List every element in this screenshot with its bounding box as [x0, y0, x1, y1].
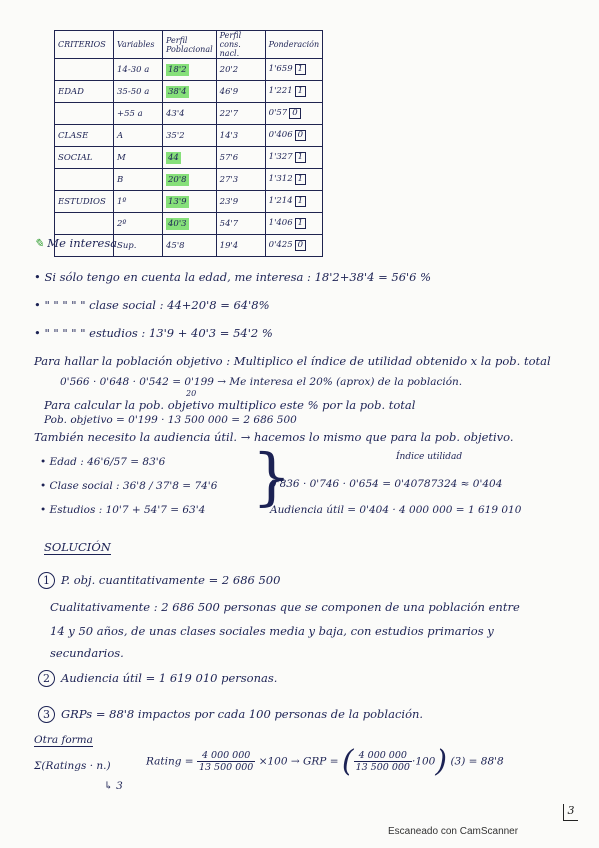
table-row: [55, 147, 323, 169]
note-line: Para calcular la pob. objetivo multiplico este % por la pob. total: [44, 398, 416, 412]
table-row: [55, 59, 323, 81]
table-cell-pond: 0'425 0: [265, 235, 322, 257]
table-cell-perfil: 20'8: [163, 169, 217, 191]
table-cell-crit: [55, 59, 114, 81]
note-line: Pob. objetivo = 0'199 · 13 500 000 = 2 686 500: [44, 414, 297, 426]
table-cell-perfil: 40'3: [163, 213, 217, 235]
note-subscript: 20: [186, 389, 197, 398]
useful-audience-calc: Audiencia útil = 0'404 · 4 000 000 = 1 619 010: [270, 504, 522, 516]
table-header: Variables: [114, 31, 163, 59]
table-header: CRITERIOS: [55, 31, 114, 59]
solution-2: 2 Audiencia útil = 1 619 010 personas.: [38, 670, 277, 687]
grp-fraction: $\frac{4 000 000}{13 500 000}$: [355, 750, 410, 773]
table-cell-var: 1º: [114, 191, 163, 213]
table-cell-cons: 46'9: [216, 81, 265, 103]
table-row: [55, 81, 323, 103]
table-cell-perfil: 13'9: [163, 191, 217, 213]
index-label: Índice utilidad: [396, 452, 463, 462]
table-cell-var: +55 a: [114, 103, 163, 125]
note-line: También necesito la audiencia útil. → hacemos lo mismo que para la pob. objetivo.: [34, 430, 514, 444]
table-cell-var: B: [114, 169, 163, 191]
table-cell-perfil: 18'2: [163, 59, 217, 81]
table-cell-cons: 22'7: [216, 103, 265, 125]
utility-edad: • Edad : 46'6/57 = 83'6: [40, 456, 166, 468]
table-cell-var: 35-50 a: [114, 81, 163, 103]
solution-1: 1 P. obj. cuantitativamente = 2 686 500: [38, 572, 280, 589]
table-cell-crit: EDAD: [55, 81, 114, 103]
solution-3: 3 GRPs = 88'8 impactos por cada 100 personas de la población.: [38, 706, 423, 723]
rank-box: 0: [295, 240, 306, 251]
table-cell-pond: 0'57 0: [265, 103, 322, 125]
note-line: • " " " " " clase social : 44+20'8 = 64'8%: [34, 298, 270, 312]
table-cell-cons: 57'6: [216, 147, 265, 169]
notes-heading: ✎ Me interesa: [34, 236, 118, 250]
note-line: • Si sólo tengo en cuenta la edad, me interesa : 18'2+38'4 = 56'6 %: [34, 270, 432, 284]
table-cell-cons: 14'3: [216, 125, 265, 147]
rank-box: 1: [295, 218, 306, 229]
table-cell-var: M: [114, 147, 163, 169]
table-cell-crit: [55, 213, 114, 235]
table-cell-perfil: 35'2: [163, 125, 217, 147]
rating-formula: Rating = $\frac{4 000 000}{13 500 000}$ ×100 → GRP = ( $\frac{4 000 000}{13 500 000}$ ·100) (3) = 88'8: [146, 744, 504, 779]
table-row: [55, 191, 323, 213]
rank-box: 1: [295, 86, 306, 97]
rank-box: 0: [295, 130, 306, 141]
note-line: Para hallar la población objetivo : Multiplico el índice de utilidad obtenido x la pob. total: [34, 354, 551, 368]
utility-estudios: • Estudios : 10'7 + 54'7 = 63'4: [40, 504, 206, 516]
rank-box: 1: [295, 196, 306, 207]
highlight-mark: ✎: [34, 236, 44, 250]
note-line: • " " " " " estudios : 13'9 + 40'3 = 54'2 %: [34, 326, 273, 340]
table-cell-var: 2º: [114, 213, 163, 235]
table-cell-var: 14-30 a: [114, 59, 163, 81]
rank-box: 1: [295, 64, 306, 75]
alt-method-label: Otra forma: [34, 734, 93, 746]
table-cell-crit: SOCIAL: [55, 147, 114, 169]
table-row: [55, 125, 323, 147]
utility-clase: • Clase social : 36'8 / 37'8 = 74'6: [40, 480, 218, 492]
criteria-table: [54, 30, 323, 257]
page-number: 3: [563, 804, 578, 821]
solution-1-text: 14 y 50 años, de unas clases sociales media y baja, con estudios primarios y: [50, 624, 494, 638]
rank-box: 1: [295, 174, 306, 185]
table-header-row: [55, 31, 323, 59]
table-row: [55, 103, 323, 125]
table-cell-pond: 1'327 1: [265, 147, 322, 169]
table-cell-cons: 54'7: [216, 213, 265, 235]
rating-fraction: $\frac{4 000 000}{13 500 000}$: [198, 750, 254, 773]
solution-title: SOLUCIÓN: [44, 540, 111, 554]
table-row: [55, 213, 323, 235]
table-cell-cons: 27'3: [216, 169, 265, 191]
brace-mark: }: [252, 440, 292, 513]
table-cell-var: A: [114, 125, 163, 147]
solution-1-text: secundarios.: [50, 646, 124, 660]
table-cell-pond: 1'312 1: [265, 169, 322, 191]
table-cell-perfil: 45'8: [163, 235, 217, 257]
table-header: Ponderación: [265, 31, 322, 59]
rank-box: 1: [295, 152, 306, 163]
table-cell-cons: 20'2: [216, 59, 265, 81]
sum-formula-note: ↳ 3: [104, 780, 123, 792]
note-line: 0'566 · 0'648 · 0'542 = 0'199 → Me interesa el 20% (aprox) de la población.: [60, 376, 463, 388]
table-header: Perfil Poblacional: [163, 31, 217, 59]
table-row: [55, 169, 323, 191]
table-cell-crit: CLASE: [55, 125, 114, 147]
table-cell-pond: 1'406 1: [265, 213, 322, 235]
scanner-watermark: Escaneado con CamScanner: [388, 826, 519, 837]
table-cell-crit: [55, 103, 114, 125]
table-cell-pond: 1'214 1: [265, 191, 322, 213]
solution-1-text: Cualitativamente : 2 686 500 personas que se componen de una población entre: [50, 600, 520, 614]
table-cell-perfil: 43'4: [163, 103, 217, 125]
sum-formula: Σ(Ratings · n.): [34, 760, 111, 772]
rank-box: 0: [289, 108, 300, 119]
table-cell-pond: 1'659 1: [265, 59, 322, 81]
table-cell-pond: 1'221 1: [265, 81, 322, 103]
table-cell-perfil: 38'4: [163, 81, 217, 103]
table-header: Perfil cons. nacl.: [216, 31, 265, 59]
table-cell-cons: 19'4: [216, 235, 265, 257]
table-cell-pond: 0'406 0: [265, 125, 322, 147]
table-cell-perfil: 44: [163, 147, 217, 169]
table-cell-crit: [55, 169, 114, 191]
table-body: [55, 59, 323, 257]
table-cell-var: Sup.: [114, 235, 163, 257]
index-calc: 0'836 · 0'746 · 0'654 = 0'40787324 ≈ 0'404: [270, 478, 503, 490]
table-cell-crit: ESTUDIOS: [55, 191, 114, 213]
table-cell-cons: 23'9: [216, 191, 265, 213]
